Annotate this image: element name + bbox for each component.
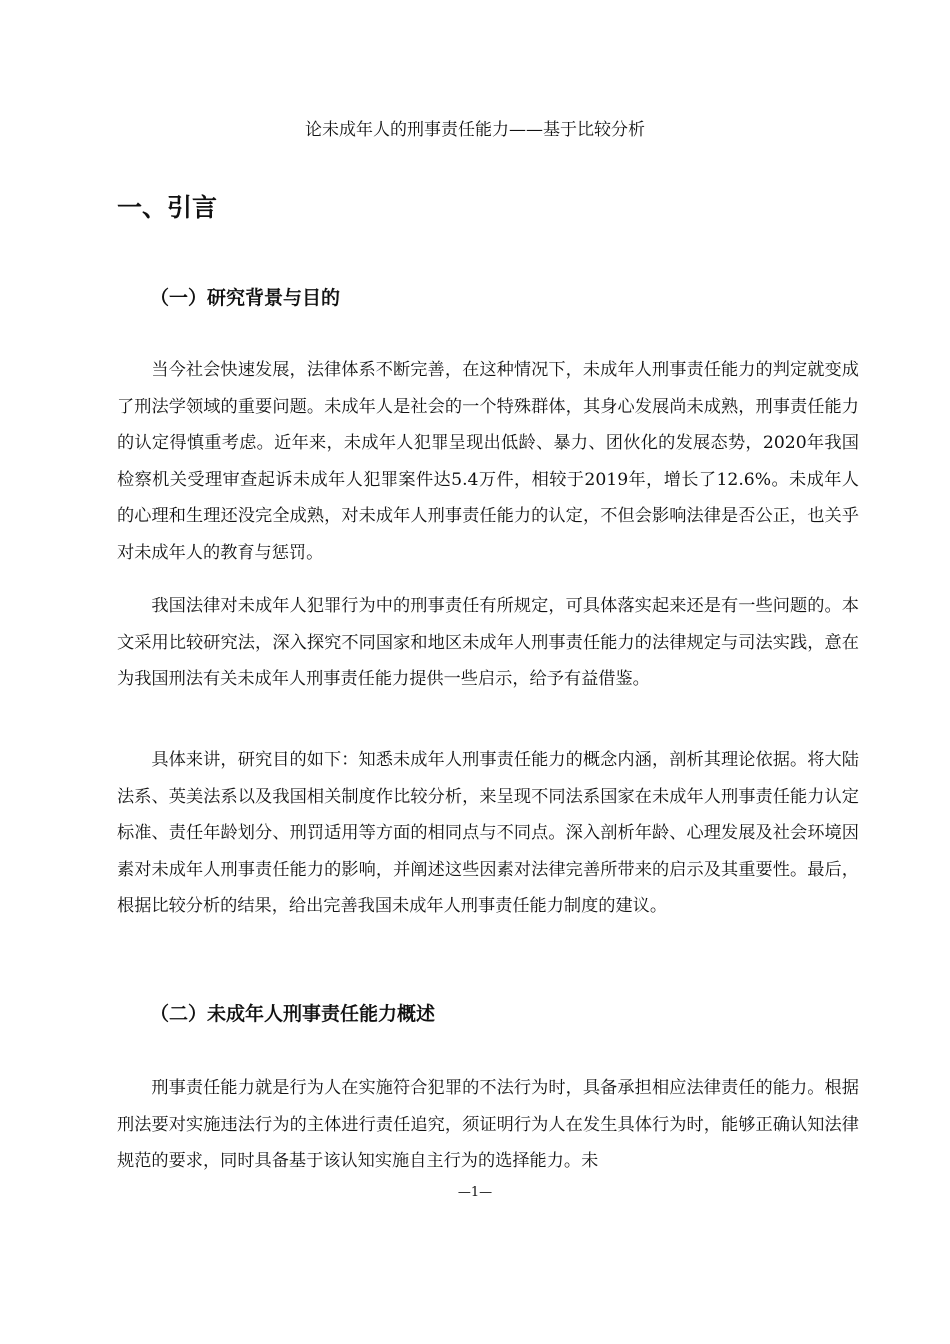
page-number: —1— — [457, 1185, 493, 1200]
chapter-heading: 一、引言 — [117, 193, 218, 222]
paragraph: 具体来讲，研究目的如下：知悉未成年人刑事责任能力的概念内涵，剖析其理论依据。将大陆法系、英美法系以及我国相关制度作比较分析，来呈现不同法系国家在未成年人刑事责任能力认定标准、责任年龄划分、刑罚适用等方面的相同点与不同点。深入剖析年龄、心理发展及社会环境因素对未成年人刑事责任能力的影响，并阐述这些因素对法律完善所带来的启示及其重要性。最后，根据比较分析的结果，给出完善我国未成年人刑事责任能力制度的建议。 — [117, 750, 859, 916]
paragraph: 刑事责任能力就是行为人在实施符合犯罪的不法行为时，具备承担相应法律责任的能力。根据刑法要对实施违法行为的主体进行责任追究，须证明行为人在发生具体行为时，能够正确认知法律规范的要求，同时具备基于该认知实施自主行为的选择能力。未 — [117, 1078, 859, 1171]
section-heading-overview: （二）未成年人刑事责任能力概述 — [150, 1003, 436, 1025]
document-title: 论未成年人的刑事责任能力——基于比较分析 — [305, 120, 645, 140]
paragraph: 当今社会快速发展，法律体系不断完善，在这种情况下，未成年人刑事责任能力的判定就变成了刑法学领域的重要问题。未成年人是社会的一个特殊群体，其身心发展尚未成熟，刑事责任能力的认定得慎重考虑。近年来，未成年人犯罪呈现出低龄、暴力、团伙化的发展态势，2020年我国检察机关受理审查起诉未成年人犯罪案件达5.4万件，相较于2019年，增长了12.6%。未成年人的心理和生理还没完全成熟，对未成年人刑事责任能力的认定，不但会影响法律是否公正，也关乎对未成年人的教育与惩罚。 — [117, 360, 859, 563]
paragraph: 我国法律对未成年人犯罪行为中的刑事责任有所规定，可具体落实起来还是有一些问题的。本文采用比较研究法，深入探究不同国家和地区未成年人刑事责任能力的法律规定与司法实践，意在为我国刑法有关未成年人刑事责任能力提供一些启示，给予有益借鉴。 — [117, 596, 859, 689]
section-heading-background: （一）研究背景与目的 — [150, 287, 341, 309]
